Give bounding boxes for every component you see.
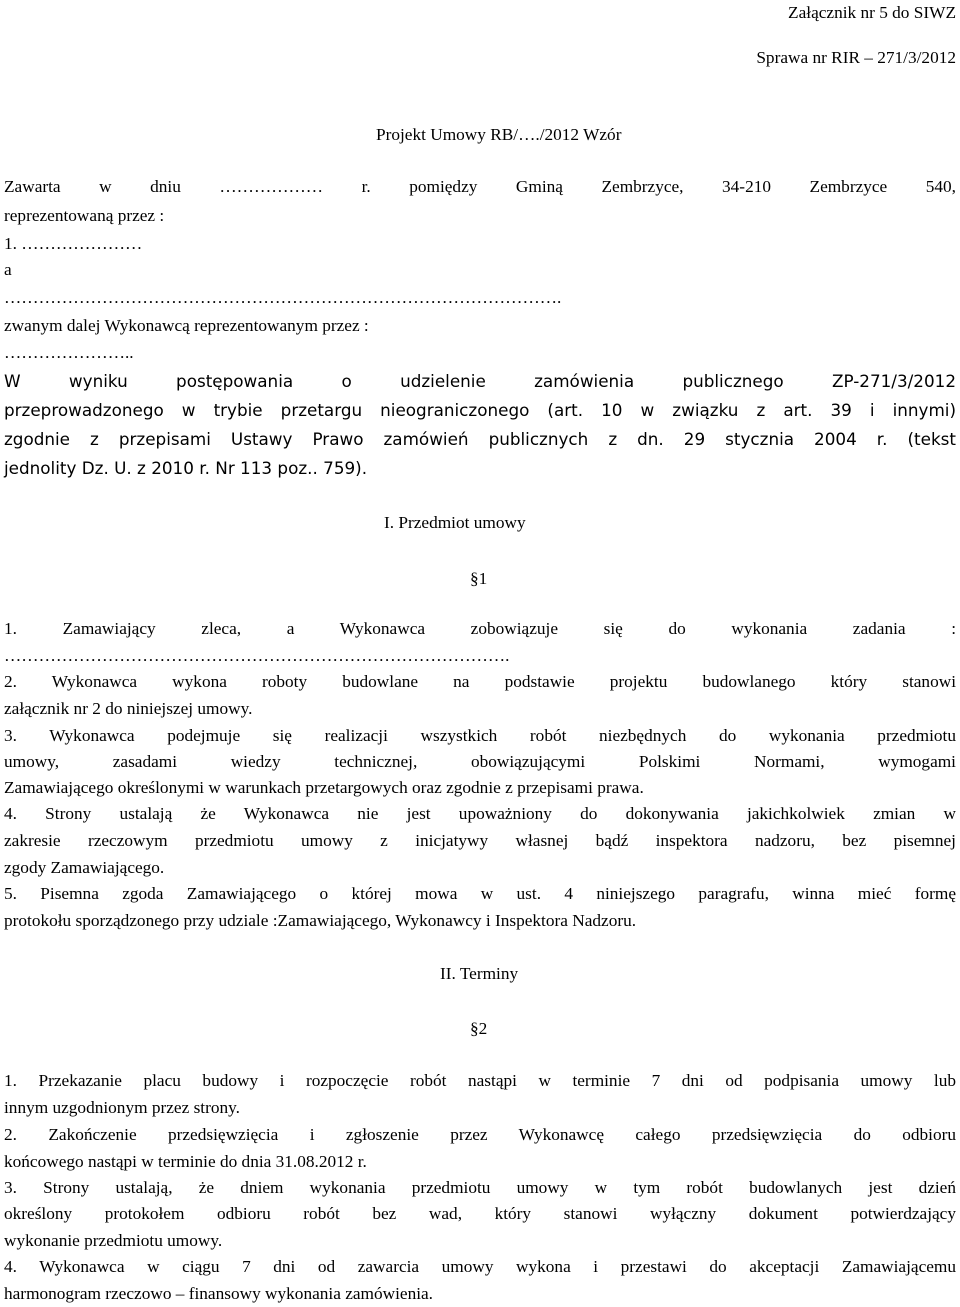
preamble-line-3: 1. ………………… bbox=[4, 234, 143, 253]
case-number: Sprawa nr RIR – 271/3/2012 bbox=[756, 48, 956, 67]
s1-item-1-line-1: 1. Zamawiający zleca, a Wykonawca zobowiązuje się do wykonania zadania : bbox=[4, 619, 956, 638]
s2-item-3-line-1: 3. Strony ustalają, że dniem wykonania przedmiotu umowy w tym robót budowlanych jest dzień bbox=[4, 1178, 956, 1197]
preamble-line-2: reprezentowaną przez : bbox=[4, 206, 165, 225]
s1-item-4-line-3: zgody Zamawiającego. bbox=[4, 858, 165, 877]
s1-item-3-line-3: Zamawiającego określonymi w warunkach przetargowych oraz zgodnie z przepisami prawa. bbox=[4, 778, 644, 797]
preamble-line-7: ………………….. bbox=[4, 343, 134, 362]
s1-item-2-line-1: 2. Wykonawca wykona roboty budowlane na podstawie projektu budowlanego który stanowi bbox=[4, 672, 956, 691]
s1-item-3-line-1: 3. Wykonawca podejmuje się realizacji wszystkich robót niezbędnych do wykonania przedmiotu bbox=[4, 726, 956, 745]
document-page bbox=[4, 0, 956, 1307]
s1-item-2-line-2: załącznik nr 2 do niniejszej umowy. bbox=[4, 699, 253, 718]
s1-item-5-line-2: protokołu sporządzonego przy udziale :Zamawiającego, Wykonawcy i Inspektora Nadzoru. bbox=[4, 911, 637, 930]
s2-item-1-line-1: 1. Przekazanie placu budowy i rozpoczęcie robót nastąpi w terminie 7 dni od podpisania umowy lub bbox=[4, 1071, 956, 1090]
preamble-line-5: ……………………………………………………………………………………. bbox=[4, 288, 562, 307]
s2-item-2-line-1: 2. Zakończenie przedsięwzięcia i zgłoszenie przez Wykonawcę całego przedsięwzięcia do odbioru bbox=[4, 1125, 956, 1144]
s2-item-1-line-2: innym uzgodnionym przez strony. bbox=[4, 1098, 240, 1117]
s1-item-3-line-2: umowy, zasadami wiedzy technicznej, obowiązującymi Polskimi Normami, wymogami bbox=[4, 752, 956, 771]
preamble-line-1: Zawarta w dniu ……………… r. pomiędzy Gminą Zembrzyce, 34-210 Zembrzyce 540, bbox=[4, 177, 956, 196]
section-1-paragraph-sign: §1 bbox=[470, 569, 488, 588]
intro-line-1: W wyniku postępowania o udzielenie zamówienia publicznego ZP-271/3/2012 bbox=[4, 371, 956, 391]
s1-item-4-line-1: 4. Strony ustalają że Wykonawca nie jest upoważniony do dokonywania jakichkolwiek zmian w bbox=[4, 804, 956, 823]
s2-item-3-line-3: wykonanie przedmiotu umowy. bbox=[4, 1231, 223, 1250]
preamble-line-6: zwanym dalej Wykonawcą reprezentowanym przez : bbox=[4, 316, 369, 335]
intro-line-4: jednolity Dz. U. z 2010 r. Nr 113 poz.. 759). bbox=[4, 458, 368, 478]
s1-item-1-line-2: ……………………………………………………………………………. bbox=[4, 646, 510, 665]
s2-item-4-line-2: harmonogram rzeczowo – finansowy wykonania zamówienia. bbox=[4, 1284, 434, 1303]
intro-line-3: zgodnie z przepisami Ustawy Prawo zamówień publicznych z dn. 29 stycznia 2004 r. (tekst bbox=[4, 429, 956, 449]
preamble-line-4: a bbox=[4, 260, 12, 279]
intro-line-2: przeprowadzonego w trybie przetargu nieograniczonego (art. 10 w związku z art. 39 i innymi) bbox=[4, 400, 956, 420]
s1-item-5-line-1: 5. Pisemna zgoda Zamawiającego o której mowa w ust. 4 niniejszego paragrafu, winna mieć formę bbox=[4, 884, 956, 903]
section-2-heading: II. Terminy bbox=[440, 964, 519, 983]
section-2-paragraph-sign: §2 bbox=[470, 1019, 488, 1038]
section-1-heading: I. Przedmiot umowy bbox=[384, 513, 526, 532]
s1-item-4-line-2: zakresie rzeczowym przedmiotu umowy z inicjatywy własnej bądź inspektora nadzoru, bez pisemnej bbox=[4, 831, 956, 850]
s2-item-3-line-2: określony protokołem odbioru robót bez wad, który stanowi wyłączny dokument potwierdzający bbox=[4, 1204, 956, 1223]
attachment-label: Załącznik nr 5 do SIWZ bbox=[788, 3, 956, 22]
s2-item-4-line-1: 4. Wykonawca w ciągu 7 dni od zawarcia umowy wykona i przestawi do akceptacji Zamawiającemu bbox=[4, 1257, 956, 1276]
document-title: Projekt Umowy RB/…./2012 Wzór bbox=[376, 125, 622, 144]
s2-item-2-line-2: końcowego nastąpi w terminie do dnia 31.08.2012 r. bbox=[4, 1152, 367, 1171]
